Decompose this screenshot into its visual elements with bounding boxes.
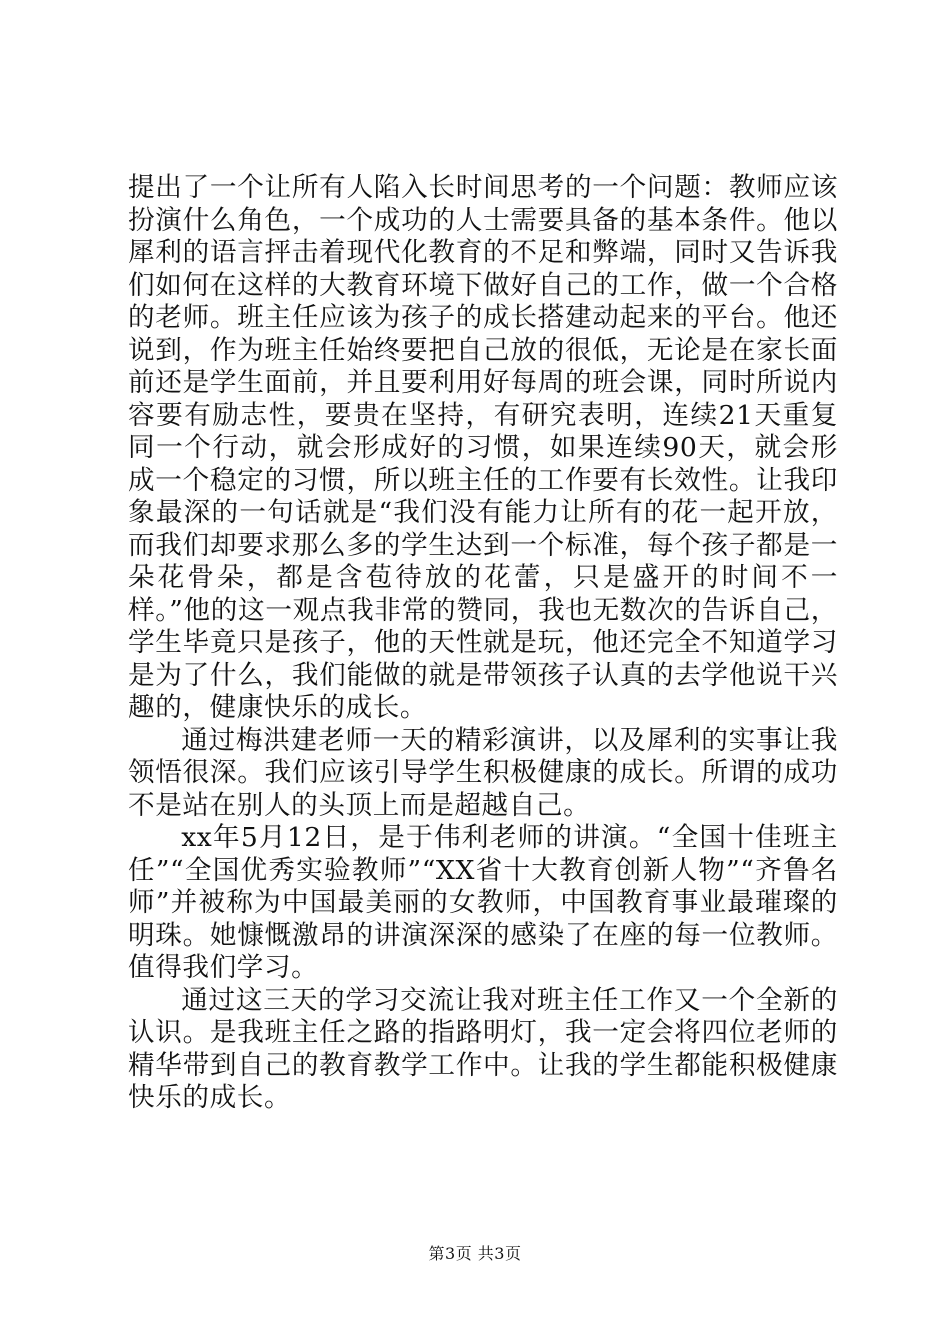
paragraph-3: xx年5月12日，是于伟利老师的讲演。“全国十佳班主任”“全国优秀实验教师”“XX省十大教育创新人物”“齐鲁名师”并被称为中国最美丽的女教师，中国教育事业最璀璨的明珠。她慷慨激昂的讲演深深的感染了在座的每一位教师。值得我们学习。	[128, 822, 838, 983]
paragraph-2: 通过梅洪建老师一天的精彩演讲，以及犀利的实事让我领悟很深。我们应该引导学生积极健康的成长。所谓的成功不是站在别人的头顶上而是超越自己。	[128, 724, 838, 821]
page-footer: 第3页 共3页	[428, 1244, 522, 1263]
document-body	[128, 172, 838, 1115]
paragraph-1: 提出了一个让所有人陷入长时间思考的一个问题：教师应该扮演什么角色，一个成功的人士需要具备的基本条件。他以犀利的语言抨击着现代化教育的不足和弊端，同时又告诉我们如何在这样的大教育环境下做好自己的工作，做一个合格的老师。班主任应该为孩子的成长搭建动起来的平台。他还说到，作为班主任始终要把自己放的很低，无论是在家长面前还是学生面前，并且要利用好每周的班会课，同时所说内容要有励志性，要贵在坚持，有研究表明，连续21天重复同一个行动，就会形成好的习惯，如果连续90天，就会形成一个稳定的习惯，所以班主任的工作要有长效性。让我印象最深的一句话就是“我们没有能力让所有的花一起开放，而我们却要求那么多的学生达到一个标准，每个孩子都是一朵花骨朵，都是含苞待放的花蕾，只是盛开的时间不一样。”他的这一观点我非常的赞同，我也无数次的告诉自己，学生毕竟只是孩子，他的天性就是玩，他还完全不知道学习是为了什么，我们能做的就是带领孩子认真的去学他说干兴趣的，健康快乐的成长。	[128, 172, 838, 723]
paragraph-4: 通过这三天的学习交流让我对班主任工作又一个全新的认识。是我班主任之路的指路明灯，我一定会将四位老师的精华带到自己的教育教学工作中。让我的学生都能积极健康快乐的成长。	[128, 984, 838, 1113]
